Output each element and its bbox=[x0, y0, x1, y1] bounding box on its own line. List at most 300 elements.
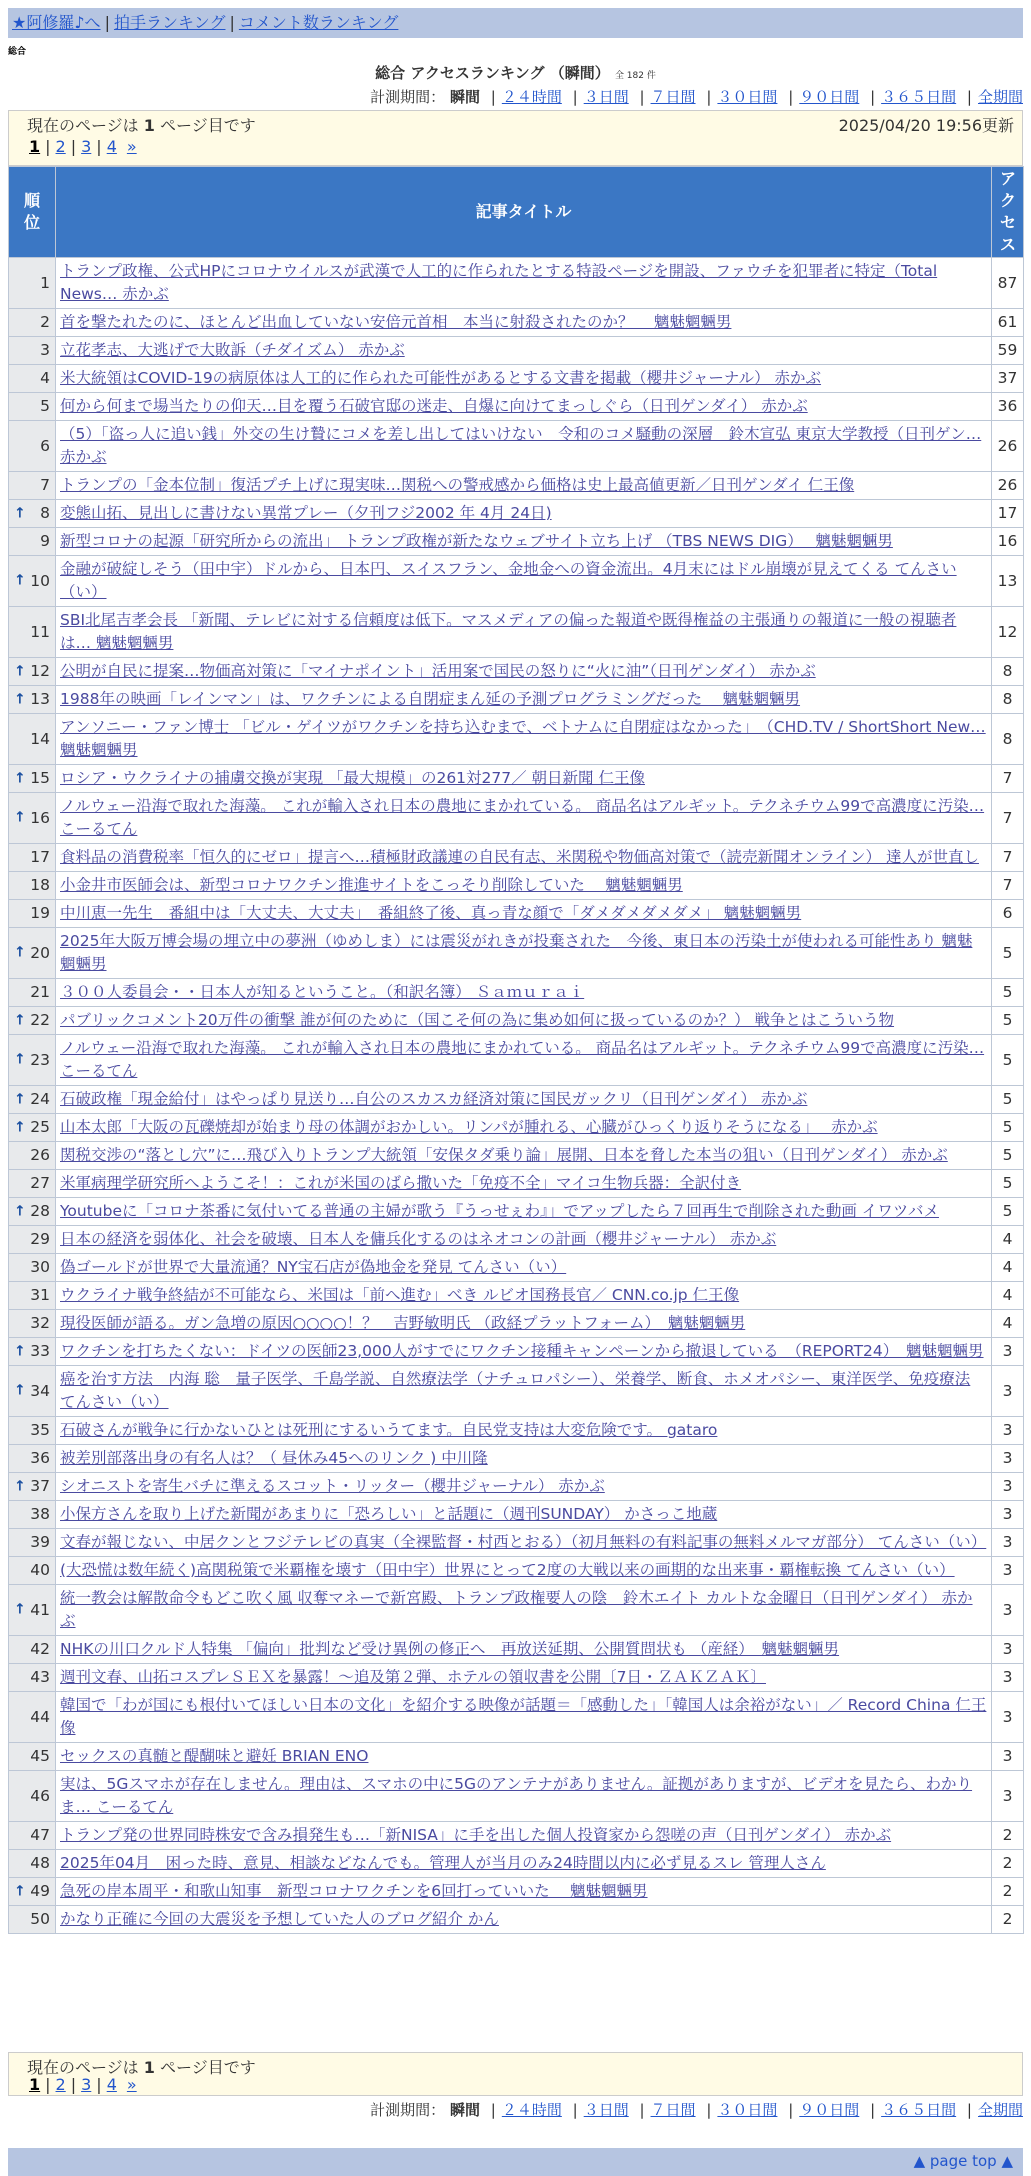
table-row bbox=[9, 1226, 1024, 1254]
rank-number: 30 bbox=[30, 1258, 50, 1276]
rank-up-arrow-icon: ↑ bbox=[14, 1601, 26, 1618]
article-title-link[interactable]: 日本の経済を弱体化、社会を破壊、日本人を傭兵化するのはネオコンの計画（櫻井ジャーナル） 赤かぶ bbox=[60, 1230, 777, 1248]
article-title-link[interactable]: 偽ゴールドが世界で大量流通？NY宝石店が偽地金を発見 てんさい（い） bbox=[60, 1258, 567, 1276]
article-title-link[interactable]: 文春が報じない、中居クンとフジテレビの真実（全裸監督・村西とおる）（初月無料の有料記事の無料メルマガ部分） てんさい（い） bbox=[60, 1533, 987, 1551]
title-cell bbox=[56, 1417, 992, 1445]
title-cell bbox=[56, 1254, 992, 1282]
access-count: 3 bbox=[992, 1529, 1024, 1557]
article-title-link[interactable]: 何から何まで場当たりの仰天…目を覆う石破官邸の迷走、自爆に向けてまっしぐら（日刊ゲンダイ） 赤かぶ bbox=[60, 397, 808, 415]
rank-cell bbox=[9, 686, 56, 714]
rank-number: 17 bbox=[30, 848, 50, 866]
article-title-link[interactable]: 1988年の映画「レインマン」は、ワクチンによる自閉症まん延の予測プログラミングだった 魑魅魍魎男 bbox=[60, 690, 801, 708]
title-cell bbox=[56, 1771, 992, 1822]
rank-cell bbox=[9, 1226, 56, 1254]
period-link-365d[interactable]: ３６５日間 bbox=[881, 2101, 957, 2119]
title-cell bbox=[56, 1878, 992, 1906]
article-title-link[interactable]: ロシア・ウクライナの捕虜交換が実現 「最大規模」の261対277／ 朝日新聞 仁王像 bbox=[60, 769, 645, 787]
rank-number: 22 bbox=[30, 1011, 50, 1029]
table-row bbox=[9, 1585, 1024, 1636]
table-row bbox=[9, 1822, 1024, 1850]
rank-number: 31 bbox=[30, 1286, 50, 1304]
article-title-link[interactable]: 中川恵一先生 番組中は「大丈夫、大丈夫」 番組終了後、真っ青な顔で「ダメダメダメダメ」 魑魅魍魎男 bbox=[60, 904, 802, 922]
rank-number: 41 bbox=[30, 1600, 50, 1619]
access-count: 37 bbox=[992, 365, 1024, 393]
rank-cell bbox=[9, 1282, 56, 1310]
access-count: 87 bbox=[992, 258, 1024, 309]
table-row bbox=[9, 365, 1024, 393]
rank-cell bbox=[9, 1529, 56, 1557]
table-row bbox=[9, 1417, 1024, 1445]
period-link-3d[interactable]: ３日間 bbox=[583, 2101, 629, 2119]
rank-number: 19 bbox=[30, 904, 50, 922]
access-count: 2 bbox=[992, 1878, 1024, 1906]
article-title-link[interactable]: 小保方さんを取り上げた新聞があまりに「恐ろしい」と話題に（週刊SUNDAY） かさっこ地蔵 bbox=[60, 1505, 718, 1523]
rank-number: 47 bbox=[30, 1826, 50, 1844]
pager-page-2[interactable]: 2 bbox=[55, 137, 66, 156]
article-title-link[interactable]: 小金井市医師会は、新型コロナワクチン推進サイトをこっそり削除していた 魑魅魍魎男 bbox=[60, 876, 683, 894]
title-cell bbox=[56, 500, 992, 528]
pager-page-4[interactable]: 4 bbox=[106, 2075, 117, 2094]
rank-number: 14 bbox=[30, 729, 50, 748]
rank-number: 25 bbox=[30, 1118, 50, 1136]
pager-page-3[interactable]: 3 bbox=[81, 137, 92, 156]
rank-cell bbox=[9, 472, 56, 500]
rank-cell bbox=[9, 1771, 56, 1822]
comment-ranking-link[interactable]: コメント数ランキング bbox=[238, 13, 399, 32]
pager-next[interactable]: » bbox=[126, 2075, 137, 2094]
table-row bbox=[9, 686, 1024, 714]
access-count: 5 bbox=[992, 1086, 1024, 1114]
title-cell bbox=[56, 1636, 992, 1664]
pager-page-4[interactable]: 4 bbox=[106, 137, 117, 156]
title-cell bbox=[56, 309, 992, 337]
rank-cell bbox=[9, 714, 56, 765]
rank-number: 18 bbox=[30, 876, 50, 894]
period-link-all[interactable]: 全期間 bbox=[977, 2101, 1023, 2119]
rank-cell bbox=[9, 421, 56, 472]
title-cell bbox=[56, 1366, 992, 1417]
rank-cell bbox=[9, 309, 56, 337]
article-title-link[interactable]: シオニストを寄生バチに準えるスコット・リッター（櫻井ジャーナル） 赤かぶ bbox=[60, 1477, 605, 1495]
access-count: 5 bbox=[992, 1198, 1024, 1226]
rank-cell bbox=[9, 528, 56, 556]
rank-number: 6 bbox=[40, 436, 50, 455]
period-link-30d[interactable]: ３０日間 bbox=[717, 88, 778, 106]
rank-number: 40 bbox=[30, 1561, 50, 1579]
access-count: 4 bbox=[992, 1282, 1024, 1310]
access-count: 3 bbox=[992, 1445, 1024, 1473]
title-cell bbox=[56, 556, 992, 607]
rank-cell bbox=[9, 1473, 56, 1501]
table-row bbox=[9, 844, 1024, 872]
table-row bbox=[9, 500, 1024, 528]
ranking-table bbox=[8, 166, 1024, 1934]
access-count: 4 bbox=[992, 1310, 1024, 1338]
rank-up-arrow-icon: ↑ bbox=[14, 1478, 26, 1494]
table-row bbox=[9, 1198, 1024, 1226]
article-title-link[interactable]: NHKの川口クルド人特集 「偏向」批判など受け異例の修正へ 再放送延期、公開質問状も （産経） 魑魅魍魎男 bbox=[60, 1640, 840, 1658]
rank-number: 48 bbox=[30, 1854, 50, 1872]
access-count: 12 bbox=[992, 607, 1024, 658]
period-link-90d[interactable]: ９０日間 bbox=[799, 2101, 860, 2119]
table-row bbox=[9, 1445, 1024, 1473]
article-title-link[interactable]: 食料品の消費税率「恒久的にゼロ」提言へ…積極財政議連の自民有志、米関税や物価高対策で（読売新聞オンライン） 達人が世直し bbox=[60, 848, 979, 866]
rank-number: 35 bbox=[30, 1421, 50, 1439]
article-title-link[interactable]: 癌を治す方法 内海 聡 量子医学、千島学説、自然療法学（ナチュロパシー）、栄養学、断食、ホメオパシー、東洋医学、免疫療法 てんさい（い） bbox=[60, 1370, 971, 1411]
period-link-365d[interactable]: ３６５日間 bbox=[881, 88, 957, 106]
title-cell bbox=[56, 1501, 992, 1529]
article-title-link[interactable]: 実は、5Gスマホが存在しません。理由は、スマホの中に5Gのアンテナがありません。証拠がありますが、ビデオを見たら、わかりま… こーるてん bbox=[60, 1775, 973, 1816]
rank-cell bbox=[9, 1743, 56, 1771]
access-count: 7 bbox=[992, 872, 1024, 900]
rank-number: 8 bbox=[40, 504, 50, 522]
rank-cell bbox=[9, 1142, 56, 1170]
rank-number: 29 bbox=[30, 1230, 50, 1248]
rank-up-arrow-icon: ↑ bbox=[14, 1091, 26, 1107]
category-label: 総合 bbox=[8, 47, 27, 57]
table-row bbox=[9, 1906, 1024, 1934]
access-count: 3 bbox=[992, 1557, 1024, 1585]
article-title-link[interactable]: 被差別部落出身の有名人は？（ 昼休み45へのリンク ) 中川隆 bbox=[60, 1449, 488, 1467]
article-title-link[interactable]: 韓国で「わが国にも根付いてほしい日本の文化」を紹介する映像が話題＝「感動した」「韓国人は余裕がない」／ Record China 仁王像 bbox=[60, 1696, 987, 1737]
table-row bbox=[9, 1743, 1024, 1771]
rank-number: 16 bbox=[30, 808, 50, 827]
title-cell bbox=[56, 1822, 992, 1850]
rank-cell bbox=[9, 607, 56, 658]
title-cell bbox=[56, 1198, 992, 1226]
rank-up-arrow-icon: ↑ bbox=[14, 770, 26, 786]
rank-number: 42 bbox=[30, 1640, 50, 1658]
rank-number: 15 bbox=[30, 769, 50, 787]
pager-page-3[interactable]: 3 bbox=[81, 2075, 92, 2094]
access-count: 3 bbox=[992, 1473, 1024, 1501]
title-cell bbox=[56, 258, 992, 309]
table-row bbox=[9, 1366, 1024, 1417]
access-count: 3 bbox=[992, 1417, 1024, 1445]
title-cell bbox=[56, 1906, 992, 1934]
article-title-link[interactable]: 現役医師が語る。ガン急増の原因○○○○！？ 吉野敏明氏 （政経プラットフォーム） 魑魅魍魎男 bbox=[60, 1314, 746, 1332]
article-title-link[interactable]: ノルウェー沿海で取れた海藻。 これが輸入され日本の農地にまかれている。 商品名はアルギット。テクネチウム99で高濃度に汚染… こーるてん bbox=[60, 1039, 985, 1080]
rank-cell bbox=[9, 1822, 56, 1850]
title-cell bbox=[56, 1445, 992, 1473]
clap-ranking-link[interactable]: 拍手ランキング bbox=[113, 13, 226, 32]
table-row bbox=[9, 1142, 1024, 1170]
period-link-7d[interactable]: ７日間 bbox=[650, 2101, 696, 2119]
article-title-link[interactable]: 石破政権「現金給付」はやっぱり見送り…自公のスカスカ経済対策に国民ガックリ（日刊ゲンダイ） 赤かぶ bbox=[60, 1090, 808, 1108]
article-title-link[interactable]: 急死の岸本周平・和歌山知事 新型コロナワクチンを6回打っていいた 魑魅魍魎男 bbox=[60, 1882, 648, 1900]
rank-up-arrow-icon: ↑ bbox=[14, 944, 26, 961]
rank-number: 20 bbox=[30, 943, 50, 962]
table-row bbox=[9, 258, 1024, 309]
rank-cell bbox=[9, 1692, 56, 1743]
title-cell bbox=[56, 1007, 992, 1035]
rank-up-arrow-icon: ↑ bbox=[14, 1883, 26, 1899]
access-count: 5 bbox=[992, 1007, 1024, 1035]
article-title-link[interactable]: 山本太郎「大阪の瓦礫焼却が始まり母の体調がおかしい。リンパが腫れる、心臓がひっくり返りそうになる」 赤かぶ bbox=[60, 1118, 878, 1136]
rank-number: 37 bbox=[30, 1477, 50, 1495]
rank-cell bbox=[9, 1007, 56, 1035]
period-link-24h[interactable]: ２４時間 bbox=[501, 2101, 562, 2119]
access-count: 61 bbox=[992, 309, 1024, 337]
access-count: 26 bbox=[992, 421, 1024, 472]
article-title-link[interactable]: 首を撃たれたのに、ほとんど出血していない安倍元首相 本当に射殺されたのか？ 魑魅魍魎男 bbox=[60, 313, 732, 331]
nav-separator: | bbox=[229, 13, 235, 32]
rank-cell bbox=[9, 1170, 56, 1198]
article-title-link[interactable]: 米大統領はCOVID-19の病原体は人工的に作られた可能性があるとする文書を掲載（櫻井ジャーナル） 赤かぶ bbox=[60, 369, 822, 387]
article-title-link[interactable]: 週刊文春、山拓コスプレＳＥＸを暴露！〜追及第２弾、ホテルの領収書を公開〔7日・ＺＡＫＺＡＫ〕 bbox=[60, 1668, 766, 1686]
article-title-link[interactable]: (大恐慌は数年続く)高関税策で米覇権を壊す（田中宇）世界にとって2度の大戦以来の画期的な出来事・覇権転換 てんさい（い） bbox=[60, 1561, 955, 1579]
title-cell bbox=[56, 1338, 992, 1366]
rank-cell bbox=[9, 500, 56, 528]
rank-cell bbox=[9, 1445, 56, 1473]
footer-bar bbox=[8, 2148, 1023, 2176]
article-title-link[interactable]: パブリックコメント20万件の衝撃 誰が何のために（国こそ何の為に集め如何に扱っているのか？） 戦争とはこういう物 bbox=[60, 1011, 895, 1029]
page-top-link[interactable]: ▲ page top ▲ bbox=[913, 2152, 1013, 2170]
access-count: 16 bbox=[992, 528, 1024, 556]
access-count: 2 bbox=[992, 1850, 1024, 1878]
article-title-link[interactable]: （5）「盗っ人に追い銭」外交の生け贄にコメを差し出してはいけない 令和のコメ騒動の深層 鈴木宣弘 東京大学教授（日刊ゲン… 赤かぶ bbox=[60, 425, 982, 466]
rank-number: 44 bbox=[30, 1707, 50, 1726]
rank-number: 3 bbox=[40, 341, 50, 359]
current-page-text: 現在のページは 1 ページ目です bbox=[27, 116, 256, 135]
rank-up-arrow-icon: ↑ bbox=[14, 1051, 26, 1068]
rank-cell bbox=[9, 658, 56, 686]
access-count: 26 bbox=[992, 472, 1024, 500]
access-count: 7 bbox=[992, 765, 1024, 793]
table-row bbox=[9, 556, 1024, 607]
rank-cell bbox=[9, 1636, 56, 1664]
rank-cell bbox=[9, 1338, 56, 1366]
access-count: 3 bbox=[992, 1501, 1024, 1529]
period-current: 瞬間 bbox=[449, 2101, 480, 2119]
header-title: 記事タイトル bbox=[56, 167, 992, 258]
article-title-link[interactable]: セックスの真髄と醍醐味と避妊 BRIAN ENO bbox=[60, 1747, 369, 1765]
access-count: 59 bbox=[992, 337, 1024, 365]
article-title-link[interactable]: アンソニー・ファン博士 「ビル・ゲイツがワクチンを持ち込むまで、ベトナムに自閉症はなかった」 （CHD.TV / ShortShort New… 魑魅魍魎男 bbox=[60, 718, 986, 759]
access-count: 4 bbox=[992, 1226, 1024, 1254]
access-count: 3 bbox=[992, 1338, 1024, 1366]
rank-number: 32 bbox=[30, 1314, 50, 1332]
table-row bbox=[9, 1529, 1024, 1557]
period-link-90d[interactable]: ９０日間 bbox=[799, 88, 860, 106]
rank-up-arrow-icon: ↑ bbox=[14, 505, 26, 521]
access-count: 3 bbox=[992, 1743, 1024, 1771]
article-title-link[interactable]: 金融が破綻しそう（田中宇）ドルから、日本円、スイスフラン、金地金への資金流出。4月末にはドル崩壊が見えてくる てんさい（い） bbox=[60, 560, 957, 601]
article-title-link[interactable]: トランプの「金本位制」復活プチ上げに現実味…関税への警戒感から価格は史上最高値更新／日刊ゲンダイ 仁王像 bbox=[60, 476, 855, 494]
article-title-link[interactable]: 公明が自民に提案…物価高対策に「マイナポイント」活用案で国民の怒りに“火に油”（日刊ゲンダイ） 赤かぶ bbox=[60, 662, 816, 680]
access-count: 5 bbox=[992, 1142, 1024, 1170]
period-link-7d[interactable]: ７日間 bbox=[650, 88, 696, 106]
table-row bbox=[9, 1114, 1024, 1142]
rank-cell bbox=[9, 1254, 56, 1282]
table-row bbox=[9, 1664, 1024, 1692]
period-link-3d[interactable]: ３日間 bbox=[583, 88, 629, 106]
article-title-link[interactable]: トランプ発の世界同時株安で含み損発生も…「新NISA」に手を出した個人投資家から怨嗟の声（日刊ゲンダイ） 赤かぶ bbox=[60, 1826, 892, 1844]
period-selector-top: 計測期間： 瞬間 | ２４時間 | ３日間 | ７日間 | ３０日間 | ９０日間 | ３６５日間 | 全期間 bbox=[370, 88, 1023, 106]
rank-number: 2 bbox=[40, 313, 50, 331]
rank-number: 1 bbox=[40, 273, 50, 292]
access-count: 8 bbox=[992, 686, 1024, 714]
period-link-30d[interactable]: ３０日間 bbox=[717, 2101, 778, 2119]
access-count: 5 bbox=[992, 1035, 1024, 1086]
article-title-link[interactable]: 統一教会は解散命令もどこ吹く風 収奪マネーで新宮殿、トランプ政権要人の陰 鈴木エイト カルトな金曜日（日刊ゲンダイ） 赤かぶ bbox=[60, 1589, 973, 1630]
rank-up-arrow-icon: ↑ bbox=[14, 572, 26, 589]
rank-number: 28 bbox=[30, 1202, 50, 1220]
rank-cell bbox=[9, 844, 56, 872]
article-title-link[interactable]: 石破さんが戦争に行かないひとは死刑にするいうてます。自民党支持は大変危険です。 gataro bbox=[60, 1421, 718, 1439]
article-title-link[interactable]: SBI北尾吉孝会長 「新聞、テレビに対する信頼度は低下。マスメディアの偏った報道や既得権益の主張通りの報道に一般の視聴者は… 魑魅魍魎男 bbox=[60, 611, 957, 652]
title-cell bbox=[56, 714, 992, 765]
title-cell bbox=[56, 1585, 992, 1636]
rank-number: 24 bbox=[30, 1090, 50, 1108]
rank-number: 46 bbox=[30, 1786, 50, 1805]
total-count: 全 182 件 bbox=[614, 71, 656, 81]
title-cell bbox=[56, 607, 992, 658]
article-title-link[interactable]: ノルウェー沿海で取れた海藻。 これが輸入され日本の農地にまかれている。 商品名はアルギット。テクネチウム99で高濃度に汚染… こーるてん bbox=[60, 797, 985, 838]
rank-number: 45 bbox=[30, 1747, 50, 1765]
table-row bbox=[9, 607, 1024, 658]
rank-cell bbox=[9, 1310, 56, 1338]
rank-cell bbox=[9, 979, 56, 1007]
access-count: 17 bbox=[992, 500, 1024, 528]
title-cell bbox=[56, 1473, 992, 1501]
period-link-all[interactable]: 全期間 bbox=[977, 88, 1023, 106]
title-cell bbox=[56, 393, 992, 421]
rank-number: 38 bbox=[30, 1505, 50, 1523]
article-title-link[interactable]: Youtubeに「コロナ茶番に気付いてる普通の主婦が歌う『うっせぇわ』」でアップしたら７回再生で削除された動画 イワツバメ bbox=[60, 1202, 939, 1220]
title-cell bbox=[56, 1282, 992, 1310]
table-row bbox=[9, 337, 1024, 365]
title-cell bbox=[56, 472, 992, 500]
rank-up-arrow-icon: ↑ bbox=[14, 1203, 26, 1219]
access-count: 5 bbox=[992, 979, 1024, 1007]
article-title-link[interactable]: 新型コロナの起源「研究所からの流出」 トランプ政権が新たなウェブサイト立ち上げ （TBS NEWS DIG） 魑魅魍魎男 bbox=[60, 532, 893, 550]
article-title-link[interactable]: 立花孝志、大逃げで大敗訴（チダイズム） 赤かぶ bbox=[60, 341, 405, 359]
rank-number: 34 bbox=[30, 1381, 50, 1400]
rank-cell bbox=[9, 1585, 56, 1636]
title-cell bbox=[56, 421, 992, 472]
pagination-top: 1 | 2 | 3 | 4 » bbox=[29, 137, 137, 156]
rank-up-arrow-icon: ↑ bbox=[14, 809, 26, 826]
table-row bbox=[9, 1310, 1024, 1338]
rank-cell bbox=[9, 1114, 56, 1142]
rank-cell bbox=[9, 900, 56, 928]
title-cell bbox=[56, 365, 992, 393]
table-row bbox=[9, 1086, 1024, 1114]
table-row bbox=[9, 1850, 1024, 1878]
article-title-link[interactable]: ワクチンを打ちたくない：ドイツの医師23,000人がすでにワクチン接種キャンペーンから撤退している （REPORT24） 魑魅魍魎男 bbox=[60, 1342, 984, 1360]
pager-current: 1 bbox=[29, 137, 41, 156]
rank-cell bbox=[9, 793, 56, 844]
table-row bbox=[9, 1557, 1024, 1585]
rank-cell bbox=[9, 928, 56, 979]
table-row bbox=[9, 1254, 1024, 1282]
rank-number: 12 bbox=[30, 662, 50, 680]
access-count: 13 bbox=[992, 556, 1024, 607]
title-cell bbox=[56, 765, 992, 793]
rank-number: 36 bbox=[30, 1449, 50, 1467]
access-count: 7 bbox=[992, 793, 1024, 844]
article-title-link[interactable]: ３００人委員会・・日本人が知るということ。（和訳名簿） Ｓａｍｕｒａｉ bbox=[60, 983, 585, 1001]
table-row bbox=[9, 1035, 1024, 1086]
rank-number: 50 bbox=[30, 1910, 50, 1928]
updated-timestamp: 2025/04/20 19:56更新 bbox=[838, 116, 1014, 135]
rank-cell bbox=[9, 872, 56, 900]
article-title-link[interactable]: 2025年大阪万博会場の埋立中の夢洲（ゆめしま）には震災がれきが投棄された 今後、東日本の汚染土が使われる可能性あり 魑魅魍魎男 bbox=[60, 932, 973, 973]
rank-number: 9 bbox=[40, 532, 50, 550]
access-count: 3 bbox=[992, 1692, 1024, 1743]
access-count: 8 bbox=[992, 658, 1024, 686]
access-count: 3 bbox=[992, 1585, 1024, 1636]
article-title-link[interactable]: 米軍病理学研究所へようこそ！：これが米国のばら撒いた「免疫不全」マイコ生物兵器：全訳付き bbox=[60, 1174, 742, 1192]
rank-cell bbox=[9, 1906, 56, 1934]
rank-cell bbox=[9, 365, 56, 393]
table-row bbox=[9, 714, 1024, 765]
rank-number: 26 bbox=[30, 1146, 50, 1164]
rank-up-arrow-icon: ↑ bbox=[14, 1012, 26, 1028]
page-heading bbox=[0, 62, 1031, 83]
title-cell bbox=[56, 900, 992, 928]
rank-cell bbox=[9, 1850, 56, 1878]
rank-number: 13 bbox=[30, 690, 50, 708]
title-cell bbox=[56, 1310, 992, 1338]
pager-page-2[interactable]: 2 bbox=[55, 2075, 66, 2094]
rank-number: 43 bbox=[30, 1668, 50, 1686]
table-row bbox=[9, 1692, 1024, 1743]
rank-cell bbox=[9, 765, 56, 793]
rank-cell bbox=[9, 1557, 56, 1585]
pager-next[interactable]: » bbox=[126, 137, 137, 156]
table-row bbox=[9, 765, 1024, 793]
article-title-link[interactable]: 2025年04月 困った時、意見、相談などなんでも。管理人が当月のみ24時間以内に必ず見るスレ 管理人さん bbox=[60, 1854, 826, 1872]
rank-cell bbox=[9, 258, 56, 309]
table-row bbox=[9, 1636, 1024, 1664]
rank-cell bbox=[9, 1664, 56, 1692]
period-link-24h[interactable]: ２４時間 bbox=[501, 88, 562, 106]
table-row bbox=[9, 1473, 1024, 1501]
rank-number: 11 bbox=[30, 622, 50, 641]
table-row bbox=[9, 872, 1024, 900]
period-current: 瞬間 bbox=[449, 88, 480, 106]
page-info-box-bottom bbox=[8, 2052, 1023, 2096]
rank-up-arrow-icon: ↑ bbox=[14, 691, 26, 707]
rank-number: 23 bbox=[30, 1050, 50, 1069]
rank-number: 33 bbox=[30, 1342, 50, 1360]
rank-up-arrow-icon: ↑ bbox=[14, 663, 26, 679]
top-nav-bar bbox=[8, 8, 1023, 38]
table-row bbox=[9, 979, 1024, 1007]
table-row bbox=[9, 658, 1024, 686]
rank-cell bbox=[9, 1198, 56, 1226]
article-title-link[interactable]: トランプ政権、公式HPにコロナウイルスが武漢で人工的に作られたとする特設ページを開設、ファウチを犯罪者に特定（Total News… 赤かぶ bbox=[60, 262, 938, 303]
period-label: 計測期間： bbox=[370, 2101, 446, 2119]
title-cell bbox=[56, 1692, 992, 1743]
table-row bbox=[9, 1338, 1024, 1366]
table-row bbox=[9, 1282, 1024, 1310]
title-cell bbox=[56, 528, 992, 556]
table-row bbox=[9, 421, 1024, 472]
access-count: 8 bbox=[992, 714, 1024, 765]
article-title-link[interactable]: ウクライナ戦争終結が不可能なら、米国は「前へ進む」べき ルビオ国務長官／ CNN.co.jp 仁王像 bbox=[60, 1286, 740, 1304]
rank-number: 27 bbox=[30, 1174, 50, 1192]
current-page-text: 現在のページは 1 ページ目です bbox=[27, 2058, 256, 2077]
article-title-link[interactable]: かなり正確に今回の大震災を予想していた人のブログ紹介 かん bbox=[60, 1910, 499, 1928]
rank-number: 21 bbox=[30, 983, 50, 1001]
title-cell bbox=[56, 844, 992, 872]
article-title-link[interactable]: 関税交渉の“落とし穴”に…飛び入りトランプ大統領「安保タダ乗り論」展開、日本を脅した本当の狙い（日刊ゲンダイ） 赤かぶ bbox=[60, 1146, 948, 1164]
home-link[interactable]: ★阿修羅♪へ bbox=[12, 13, 101, 32]
article-title-link[interactable]: 変態山拓、見出しに書けない異常プレー（夕刊フジ2002 年 4月 24日) bbox=[60, 504, 552, 522]
